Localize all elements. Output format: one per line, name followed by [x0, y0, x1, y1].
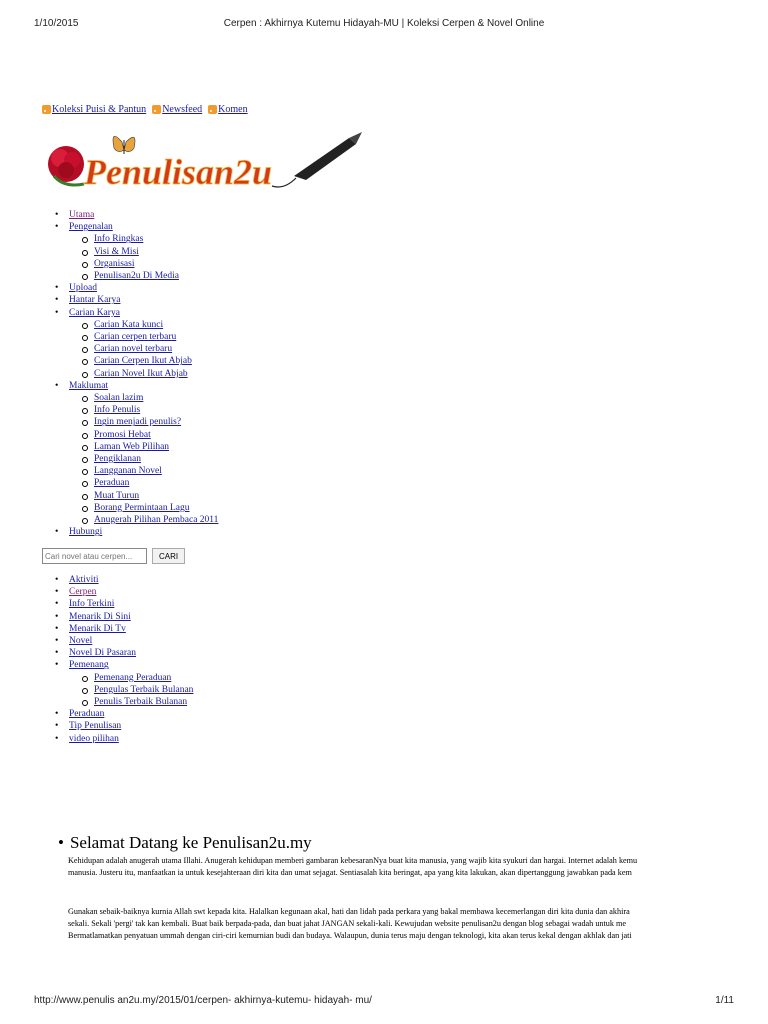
category-item[interactable]: [55, 598, 193, 610]
submenu-link[interactable]: Borang Permintaan Lagu: [94, 502, 190, 513]
submenu-item[interactable]: [80, 246, 218, 258]
print-url: http://www.penulis an2u.my/2015/01/cerpen- akhirnya-kutemu- hidayah- mu/: [34, 995, 372, 1006]
submenu-link[interactable]: Penulis Terbaik Bulanan: [94, 697, 188, 708]
submenu-item[interactable]: [80, 368, 218, 380]
submenu-maklumat: [80, 392, 218, 526]
rss-icon: [208, 105, 217, 114]
submenu-link[interactable]: Penulisan2u Di Media: [94, 271, 179, 282]
category-link[interactable]: Menarik Di Sini: [69, 611, 131, 622]
menu-item-hubungi[interactable]: [55, 526, 218, 538]
submenu-link[interactable]: Info Ringkas: [94, 234, 144, 245]
submenu-item[interactable]: [80, 514, 218, 526]
submenu-carian: [80, 319, 218, 380]
logo-text: Penulisan2u: [84, 152, 273, 192]
submenu-link[interactable]: Anugerah Pilihan Pembaca 2011: [94, 515, 219, 526]
submenu-item[interactable]: [80, 331, 218, 343]
category-item[interactable]: [55, 574, 193, 586]
submenu-item[interactable]: [80, 270, 218, 282]
submenu-item[interactable]: [80, 343, 218, 355]
menu-pengenalan-link[interactable]: Pengenalan: [69, 222, 113, 233]
submenu-link[interactable]: Carian Cerpen Ikut Abjab: [94, 356, 192, 367]
feed-newsfeed[interactable]: [152, 104, 202, 115]
feed-komen-link[interactable]: Komen: [218, 104, 248, 115]
feed-puisi-link[interactable]: Koleksi Puisi & Pantun: [52, 104, 147, 115]
category-item[interactable]: [55, 611, 193, 623]
category-link[interactable]: Peraduan: [69, 709, 105, 720]
category-item[interactable]: [55, 720, 193, 732]
category-item[interactable]: [55, 647, 193, 659]
submenu-item[interactable]: [80, 404, 218, 416]
menu-utama-link[interactable]: Utama: [69, 210, 95, 220]
submenu-link[interactable]: Carian Kata kunci: [94, 319, 164, 330]
category-link[interactable]: video pilihan: [69, 733, 119, 744]
print-page-title: Cerpen : Akhirnya Kutemu Hidayah-MU | Koleksi Cerpen & Novel Online: [223, 18, 545, 29]
category-link[interactable]: Novel: [69, 636, 93, 647]
submenu-link[interactable]: Carian cerpen terbaru: [94, 332, 177, 343]
menu-carian-karya-link[interactable]: Carian Karya: [69, 307, 120, 318]
submenu-link[interactable]: Laman Web Pilihan: [94, 441, 170, 452]
submenu-item[interactable]: [80, 319, 218, 331]
category-link[interactable]: Tip Penulisan: [69, 721, 122, 732]
submenu-pengenalan: [80, 233, 218, 282]
main-menu: [55, 209, 218, 538]
submenu-pemenang: [80, 672, 193, 709]
category-link[interactable]: Aktiviti: [69, 575, 99, 585]
category-menu: [55, 574, 193, 745]
intro-paragraph-2: [68, 906, 732, 942]
category-item[interactable]: [55, 708, 193, 720]
submenu-link[interactable]: Info Penulis: [94, 405, 141, 416]
bullet: •: [58, 833, 64, 852]
text-line: sekali. Sekali 'pergi' tak kan kembali. Buat baik berpada-pada, dan buat jahat JANGAN sekali-kali. Kewujudan website penulisan2u dengan blog sebagai wadah untuk me: [68, 919, 627, 928]
category-item[interactable]: [55, 586, 193, 598]
quill-icon: [272, 132, 362, 187]
print-date: 1/10/2015: [34, 18, 79, 29]
menu-item-utama[interactable]: [55, 209, 218, 221]
menu-item-hantar-karya[interactable]: [55, 294, 218, 306]
category-link[interactable]: Pemenang: [69, 660, 109, 671]
rss-icon: [152, 105, 161, 114]
text-line: Gunakan sebaik-baiknya kurnia Allah swt kepada kita. Halalkan kegunaan akal, hati dan lidah pada perkara yang bakal membawa kecemerlangan diri kita dunia dan akhira: [68, 907, 630, 916]
submenu-link[interactable]: Pemenang Peraduan: [94, 672, 172, 683]
submenu-item[interactable]: [80, 429, 218, 441]
menu-upload-link[interactable]: Upload: [69, 283, 97, 294]
submenu-item[interactable]: [80, 441, 218, 453]
menu-item-carian-karya[interactable]: [55, 307, 218, 380]
category-link[interactable]: Info Terkini: [69, 599, 115, 610]
search-form: [42, 548, 185, 564]
text-line: Kehidupan adalah anugerah utama Illahi. Anugerah kehidupan memberi gambaran kebesaranNya buat kita manusia, yang wajib kita syukuri dan hargai. Internet adalah kemu: [68, 856, 638, 865]
search-input[interactable]: [42, 548, 147, 564]
text-line: Bermatlamatkan penyatuan ummah dengan ciri-ciri kemurnian budi dan budaya. Walaupun, dunia terus maju dengan teknologi, kita akan terus kekal dengan akhlak dan jati: [68, 931, 632, 940]
submenu-item[interactable]: [80, 453, 218, 465]
category-link[interactable]: Menarik Di Tv: [69, 623, 126, 634]
welcome-heading: [58, 833, 312, 853]
submenu-link[interactable]: Visi & Misi: [94, 246, 139, 257]
submenu-item[interactable]: [80, 684, 193, 696]
menu-item-pengenalan[interactable]: [55, 221, 218, 282]
feed-newsfeed-link[interactable]: Newsfeed: [162, 104, 203, 115]
submenu-link[interactable]: Muat Turun: [94, 490, 140, 501]
submenu-link[interactable]: Soalan lazim: [94, 393, 144, 404]
welcome-title: Selamat Datang ke Penulisan2u.my: [69, 833, 312, 852]
search-button[interactable]: CARI: [152, 548, 185, 564]
submenu-item[interactable]: [80, 502, 218, 514]
submenu-link[interactable]: Peraduan: [94, 478, 130, 489]
category-item-pemenang[interactable]: [55, 659, 193, 708]
rose-icon: [48, 146, 84, 185]
print-page-number: 1/11: [715, 995, 734, 1006]
menu-hubungi-link[interactable]: Hubungi: [69, 527, 103, 538]
submenu-item[interactable]: [80, 392, 218, 404]
menu-hantar-karya-link[interactable]: Hantar Karya: [69, 295, 121, 306]
submenu-item[interactable]: [80, 465, 218, 477]
submenu-link[interactable]: Organisasi: [94, 258, 135, 269]
submenu-item[interactable]: [80, 672, 193, 684]
rss-icon: [42, 105, 51, 114]
submenu-link[interactable]: Carian novel terbaru: [94, 344, 173, 355]
submenu-item[interactable]: [80, 416, 218, 428]
submenu-link[interactable]: Carian Novel Ikut Abjab: [94, 368, 188, 379]
category-link[interactable]: Cerpen: [69, 587, 97, 598]
submenu-link[interactable]: Langganan Novel: [94, 466, 162, 477]
category-item[interactable]: [55, 635, 193, 647]
submenu-item[interactable]: [80, 490, 218, 502]
menu-item-maklumat[interactable]: [55, 380, 218, 526]
menu-maklumat-link[interactable]: Maklumat: [69, 380, 109, 391]
category-link[interactable]: Novel Di Pasaran: [69, 648, 137, 659]
intro-paragraph-1: [68, 855, 732, 879]
submenu-item[interactable]: [80, 355, 218, 367]
submenu-link[interactable]: Promosi Hebat: [94, 429, 151, 440]
menu-item-upload[interactable]: [55, 282, 218, 294]
submenu-item[interactable]: [80, 477, 218, 489]
submenu-link[interactable]: Pengulas Terbaik Bulanan: [94, 684, 194, 695]
submenu-item[interactable]: [80, 696, 193, 708]
submenu-item[interactable]: [80, 233, 218, 245]
submenu-link[interactable]: Pengiklanan: [94, 454, 141, 465]
feed-komen[interactable]: [208, 104, 247, 115]
category-item[interactable]: [55, 623, 193, 635]
feed-puisi[interactable]: [42, 104, 146, 115]
category-item[interactable]: [55, 733, 193, 745]
submenu-link[interactable]: Ingin menjadi penulis?: [94, 417, 182, 428]
feed-links: [42, 104, 248, 115]
submenu-item[interactable]: [80, 258, 218, 270]
site-logo[interactable]: [44, 128, 364, 198]
text-line: manusia. Justeru itu, manfaatkan ia untuk kesejahteraan diri kita dan umat sejagat. Sentiasalah kita beringat, apa yang kita lakukan, akan dipertanggung jawabkan pada kem: [68, 868, 632, 877]
